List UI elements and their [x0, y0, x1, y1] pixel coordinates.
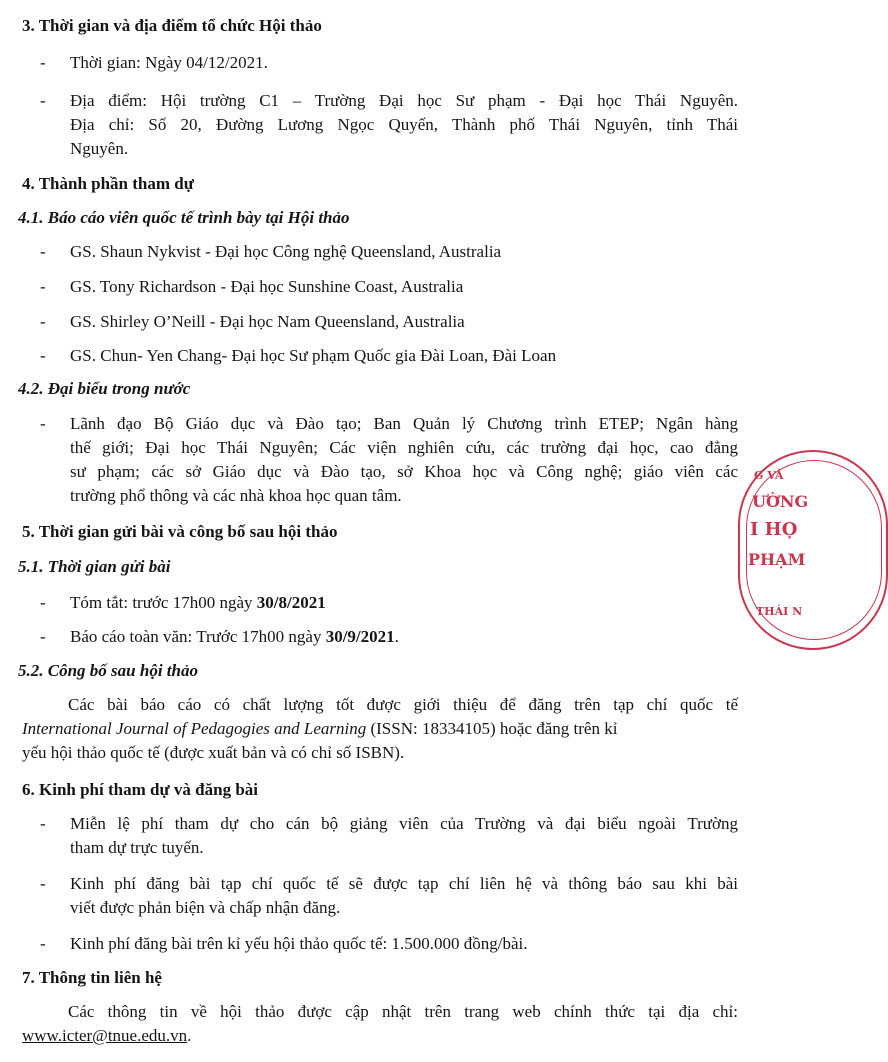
bullet-dash: -: [40, 346, 46, 365]
speaker-item: GS. Shaun Nykvist - Đại học Công nghệ Queensland, Australia: [70, 242, 502, 261]
contact-line-2: [22, 1024, 738, 1048]
fullpaper-deadline-label: Báo cáo toàn văn: Trước 17h00 ngày: [70, 627, 326, 646]
delegates-line-3: sư phạm; các sở Giáo dục và Đào tạo, sở Khoa học và Công nghệ; giáo viên các: [70, 462, 738, 481]
section-5-2-heading: 5.2. Công bố sau hội thảo: [18, 661, 198, 680]
delegates-line-2: thế giới; Đại học Thái Nguyên; Các viện nghiên cứu, các trường đại học, cao đẳng: [70, 438, 738, 457]
fullpaper-deadline-end: .: [394, 627, 399, 646]
bullet-dash: -: [40, 53, 46, 72]
bullet-dash: -: [40, 242, 46, 261]
seal-text-line-3: PHẠM: [748, 550, 806, 569]
fee-item-3: Kinh phí đăng bài trên kỉ yếu hội thảo quốc tế: 1.500.000 đồng/bài.: [70, 934, 528, 953]
event-place-line-2: Địa chỉ: Số 20, Đường Lương Ngọc Quyến, Thành phố Thái Nguyên, tỉnh Thái: [70, 115, 738, 134]
fee-2-line-1: Kinh phí đăng bài tạp chí quốc tế sẽ được tạp chí liên hệ và thông báo sau khi bài: [70, 874, 738, 893]
event-place: [70, 89, 738, 161]
bullet-dash: -: [40, 91, 46, 110]
bullet-dash: -: [40, 312, 46, 331]
abstract-deadline: [70, 591, 738, 615]
bullet-dash: -: [40, 934, 46, 953]
seal-text-line-1: ƯỜNG: [752, 492, 809, 511]
domestic-delegates: [70, 412, 738, 508]
speaker-item: GS. Shirley O’Neill - Đại học Nam Queensland, Australia: [70, 312, 465, 331]
section-3-heading: 3. Thời gian và địa điểm tổ chức Hội thảo: [22, 16, 322, 35]
fullpaper-deadline-date: 30/9/2021: [325, 627, 395, 646]
section-5-1-heading: 5.1. Thời gian gửi bài: [18, 557, 171, 576]
section-4-1-heading: 4.1. Báo cáo viên quốc tế trình bày tại Hội thảo: [18, 208, 350, 227]
section-6-heading: 6. Kinh phí tham dự và đăng bài: [22, 780, 259, 799]
section-7-heading: 7. Thông tin liên hệ: [22, 968, 162, 987]
seal-text-top: G VÀ: [754, 469, 784, 482]
publication-line-1: Các bài báo cáo có chất lượng tốt được giới thiệu để đăng trên tạp chí quốc tế: [68, 695, 738, 714]
fee-item-2: [70, 872, 738, 920]
abstract-deadline-label: Tóm tắt: trước 17h00 ngày: [70, 593, 257, 612]
section-4-heading: 4. Thành phần tham dự: [22, 174, 194, 193]
bullet-dash: -: [40, 414, 46, 433]
bullet-dash: -: [40, 627, 46, 646]
contact-line-end: .: [187, 1026, 192, 1045]
delegates-line-1: Lãnh đạo Bộ Giáo dục và Đào tạo; Ban Quản lý Chương trình ETEP; Ngân hàng: [70, 414, 738, 433]
fee-1-line-1: Miễn lệ phí tham dự cho cán bộ giảng viên của Trường và đại biểu ngoài Trường: [70, 814, 738, 833]
bullet-dash: -: [40, 814, 46, 833]
event-time: Thời gian: Ngày 04/12/2021.: [70, 53, 268, 72]
abstract-deadline-date: 30/8/2021: [256, 593, 326, 612]
official-seal: [734, 450, 809, 650]
seal-text-bottom: THÁI N: [756, 605, 803, 618]
speaker-item: GS. Tony Richardson - Đại học Sunshine Coast, Australia: [70, 277, 464, 296]
fee-2-line-2: viết được phản biện và chấp nhận đăng.: [70, 898, 341, 917]
event-place-line-3: Nguyên.: [70, 139, 129, 158]
bullet-dash: -: [40, 277, 46, 296]
website-link[interactable]: www.icter@tnue.edu.vn: [22, 1026, 188, 1045]
bullet-dash: -: [40, 593, 46, 612]
contact-line-1: Các thông tin về hội thảo được cập nhật trên trang web chính thức tại địa chỉ:: [68, 1002, 738, 1021]
publication-line-2: [22, 717, 738, 741]
seal-text-line-2: I HỌ: [750, 519, 798, 540]
section-4-2-heading: 4.2. Đại biểu trong nước: [18, 379, 191, 398]
publication-paragraph: [22, 693, 738, 765]
event-place-line-1: Địa điểm: Hội trường C1 – Trường Đại học Sư phạm - Đại học Thái Nguyên.: [70, 91, 738, 110]
journal-name: International Journal of Pedagogies and Learning: [22, 719, 367, 738]
contact-paragraph: [22, 1000, 738, 1048]
speaker-item: GS. Chun- Yen Chang- Đại học Sư phạm Quốc gia Đài Loan, Đài Loan: [70, 346, 557, 365]
fullpaper-deadline: [70, 625, 738, 649]
fee-item-1: [70, 812, 738, 860]
journal-issn: (ISSN: 18334105) hoặc đăng trên kỉ: [366, 719, 618, 738]
bullet-dash: -: [40, 874, 46, 893]
publication-line-3: yếu hội thảo quốc tế (được xuất bản và có chỉ số ISBN).: [22, 743, 405, 762]
section-5-heading: 5. Thời gian gửi bài và công bố sau hội thảo: [22, 522, 338, 541]
delegates-line-4: trường phổ thông và các nhà khoa học quan tâm.: [70, 486, 402, 505]
fee-1-line-2: tham dự trực tuyến.: [70, 838, 204, 857]
